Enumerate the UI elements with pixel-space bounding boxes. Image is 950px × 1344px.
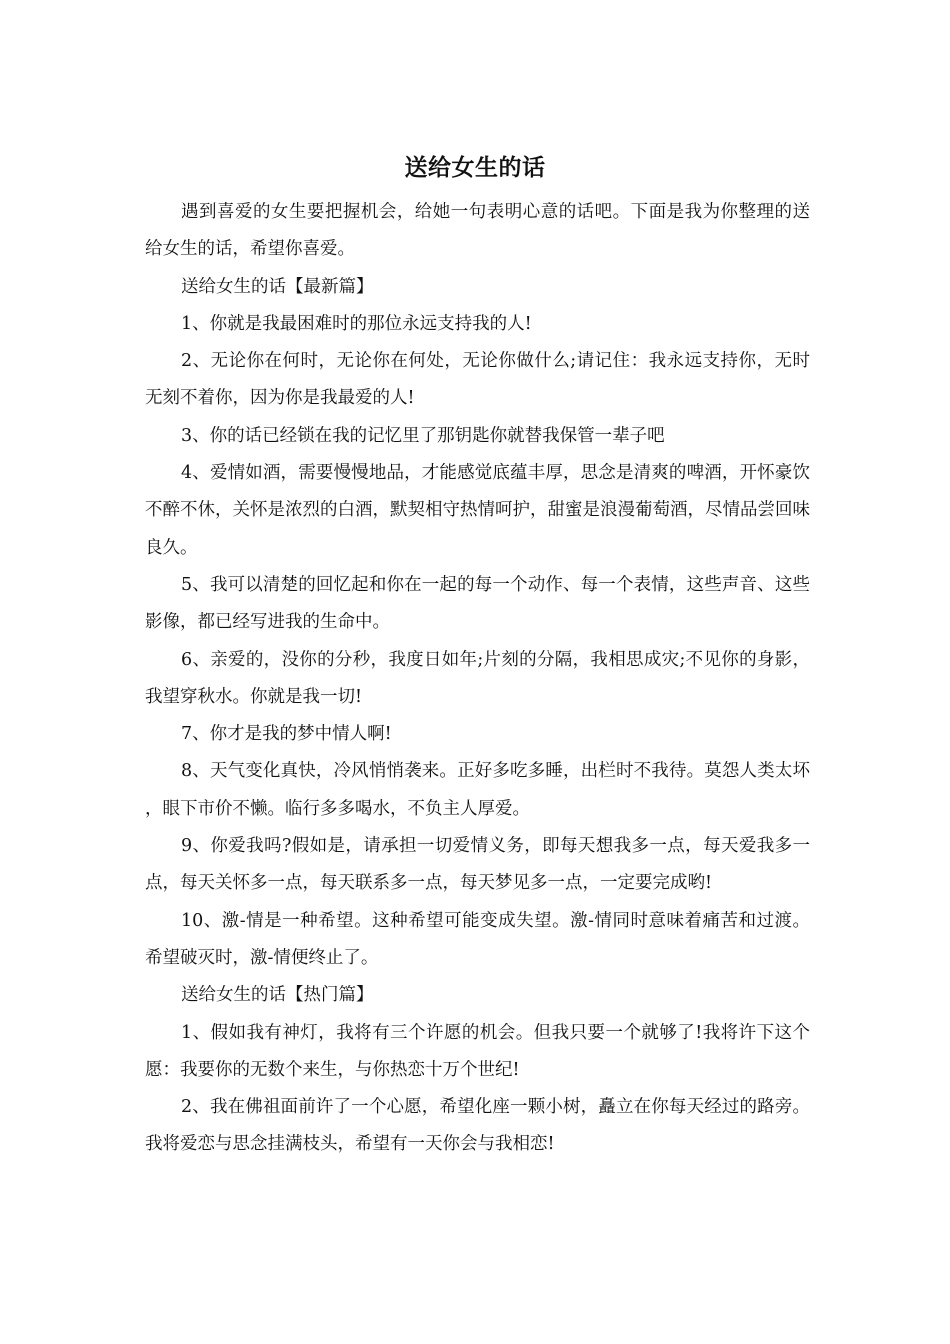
intro-paragraph: 遇到喜爱的女生要把握机会，给她一句表明心意的话吧。下面是我为你整理的送给女生的话，希望你喜爱。 (145, 202, 810, 260)
list-item: 10、激-情是一种希望。这种希望可能变成失望。激-情同时意味着痛苦和过渡。希望破灭时，激-情便终止了。 (145, 910, 810, 968)
list-item: 3、你的话已经锁在我的记忆里了那钥匙你就替我保管一辈子吧 (181, 425, 665, 446)
list-item: 1、你就是我最困难时的那位永远支持我的人! (181, 313, 532, 334)
document-body (145, 194, 810, 1164)
list-item: 5、我可以清楚的回忆起和你在一起的每一个动作、每一个表情，这些声音、这些影像，都已经写进我的生命中。 (145, 574, 810, 633)
section-heading-latest: 送给女生的话【最新篇】 (181, 276, 374, 297)
list-item: 7、你才是我的梦中情人啊! (181, 724, 392, 745)
list-item: 9、你爱我吗?假如是，请承担一切爱情义务，即每天想我多一点，每天爱我多一点，每天关怀多一点，每天联系多一点，每天梦见多一点，一定要完成哟! (145, 836, 810, 894)
list-item: 2、我在佛祖面前许了一个心愿，希望化座一颗小树，矗立在你每天经过的路旁。我将爱恋与思念挂满枝头，希望有一天你会与我相恋! (145, 1097, 810, 1155)
list-item: 1、假如我有神灯，我将有三个许愿的机会。但我只要一个就够了!我将许下这个愿：我要你的无数个来生，与你热恋十万个世纪! (145, 1022, 810, 1080)
list-item: 4、爱情如酒，需要慢慢地品，才能感觉底蕴丰厚，思念是清爽的啤酒，开怀豪饮不醉不休，关怀是浓烈的白酒，默契相守热情呵护，甜蜜是浪漫葡萄酒，尽情品尝回味良久。 (145, 463, 810, 558)
list-item: 8、天气变化真快，冷风悄悄袭来。正好多吃多睡，出栏时不我待。莫怨人类太坏，眼下市价不懒。临行多多喝水，不负主人厚爱。 (145, 761, 810, 819)
section-heading-popular: 送给女生的话【热门篇】 (181, 985, 374, 1006)
document-title: 送给女生的话 (404, 154, 546, 181)
list-item: 6、亲爱的，没你的分秒，我度日如年;片刻的分隔，我相思成灾;不见你的身影，我望穿秋水。你就是我一切! (145, 649, 810, 707)
list-item: 2、无论你在何时，无论你在何处，无论你做什么;请记住：我永远支持你，无时无刻不着你，因为你是我最爱的人! (145, 351, 810, 409)
